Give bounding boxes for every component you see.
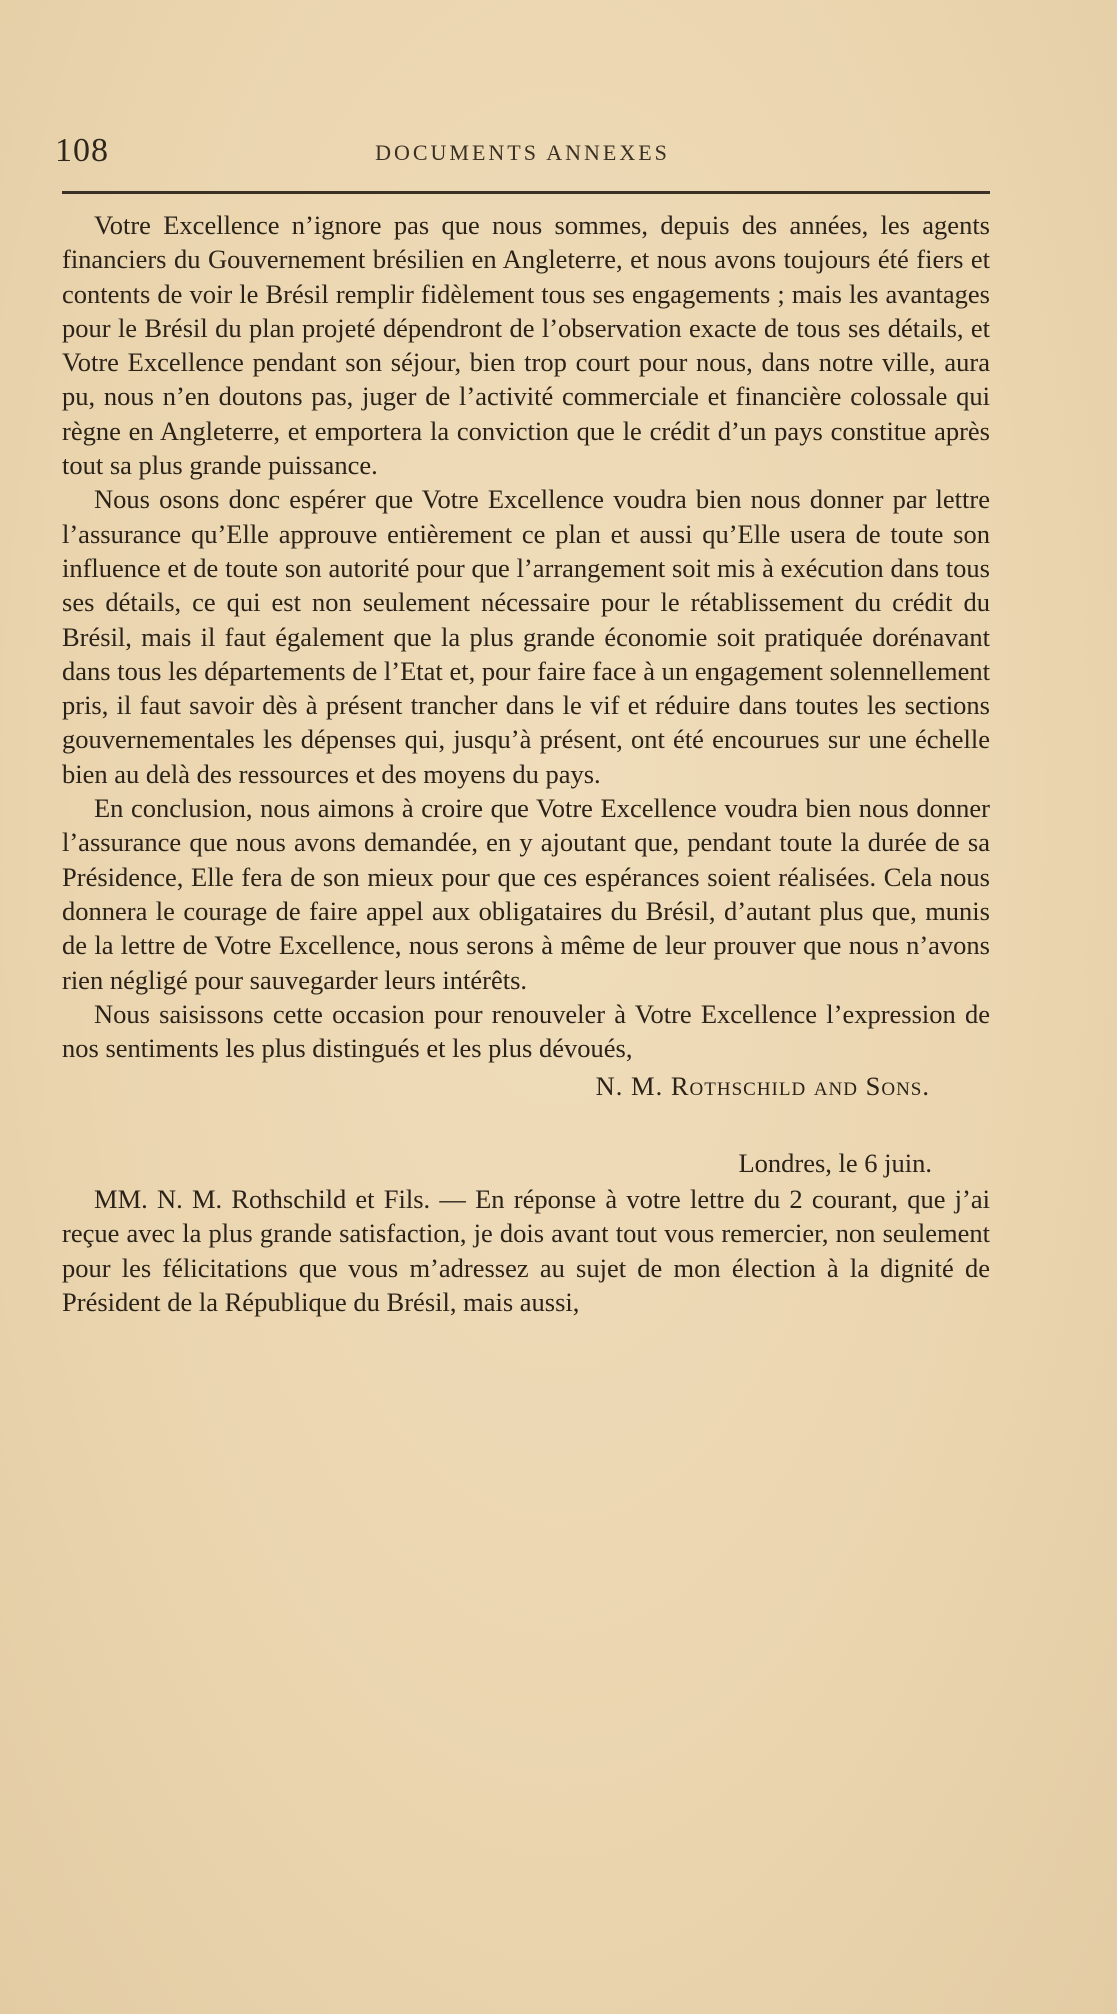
paragraph-4: Nous saisissons cette occasion pour renouveler à Votre Excellence l’expression de nos sentiments les plus distingués et les plus dévoués, bbox=[62, 998, 990, 1064]
page-header bbox=[55, 132, 990, 178]
header-rule bbox=[62, 191, 990, 194]
signature-text: N. M. Rothschild and Sons. bbox=[595, 1071, 930, 1102]
signature bbox=[62, 1069, 990, 1103]
paragraph-3: En conclusion, nous aimons à croire que Votre Excellence voudra bien nous donner l’assurance que nous avons demandée, en y ajoutant que, pendant toute la durée de sa Présidence, Elle fera de son mieux pour que ces espérances soient réalisées. Cela nous donnera le courage de faire appel aux obligataires du Brésil, d’autant plus que, munis de la lettre de Votre Excellence, nous serons à même de leur prouver que nous n’avons rien négligé pour sauvegarder leurs intérêts. bbox=[62, 793, 990, 995]
paragraph-1: Votre Excellence n’ignore pas que nous sommes, depuis des années, les agents financiers du Gouvernement brésilien en Angleterre, et nous avons toujours été fiers et contents de voir le Brésil remplir fidèlement tous ses engagements ; mais les avantages pour le Brésil du plan projeté dépendront de l’observation exacte de tous ses détails, et Votre Excellence pendant son séjour, bien trop court pour nous, dans notre ville, aura pu, nous n’en doutons pas, juger de l’activité commerciale et financière colossale qui règne en Angleterre, et emportera la conviction que le crédit d’un pays constitue après tout sa plus grande puissance. bbox=[62, 210, 990, 481]
page-number: 108 bbox=[55, 132, 109, 169]
dateline: Londres, le 6 juin. bbox=[738, 1147, 932, 1178]
paragraph-2: Nous osons donc espérer que Votre Excellence voudra bien nous donner par lettre l’assurance qu’Elle approuve entièrement ce plan et aussi qu’Elle usera de toute son influence et de toute son autorité pour que l’arrangement soit mis à exécution dans tous ses détails, ce qui est non seulement nécessaire pour le rétablissement du crédit du Brésil, mais il faut également que la plus grande économie soit pratiquée dorénavant dans tous les départements de l’Etat et, pour faire face à un engagement solennellement pris, il faut savoir dès à présent trancher dans le vif et réduire dans toutes les sections gouvernementales les dépenses qui, jusqu’à présent, ont été encourues sur une échelle bien au delà des ressources et des moyens du pays. bbox=[62, 484, 990, 789]
running-head: DOCUMENTS ANNEXES bbox=[375, 140, 670, 165]
document-body bbox=[62, 208, 990, 1319]
reply-paragraph: MM. N. M. Rothschild et Fils. — En réponse à votre lettre du 2 courant, que j’ai reçue avec la plus grande satisfaction, je dois avant tout vous remercier, non seulement pour les félicitations que vous m’adressez au sujet de mon élection à la dignité de Président de la République du Brésil, mais aussi, bbox=[62, 1184, 990, 1317]
